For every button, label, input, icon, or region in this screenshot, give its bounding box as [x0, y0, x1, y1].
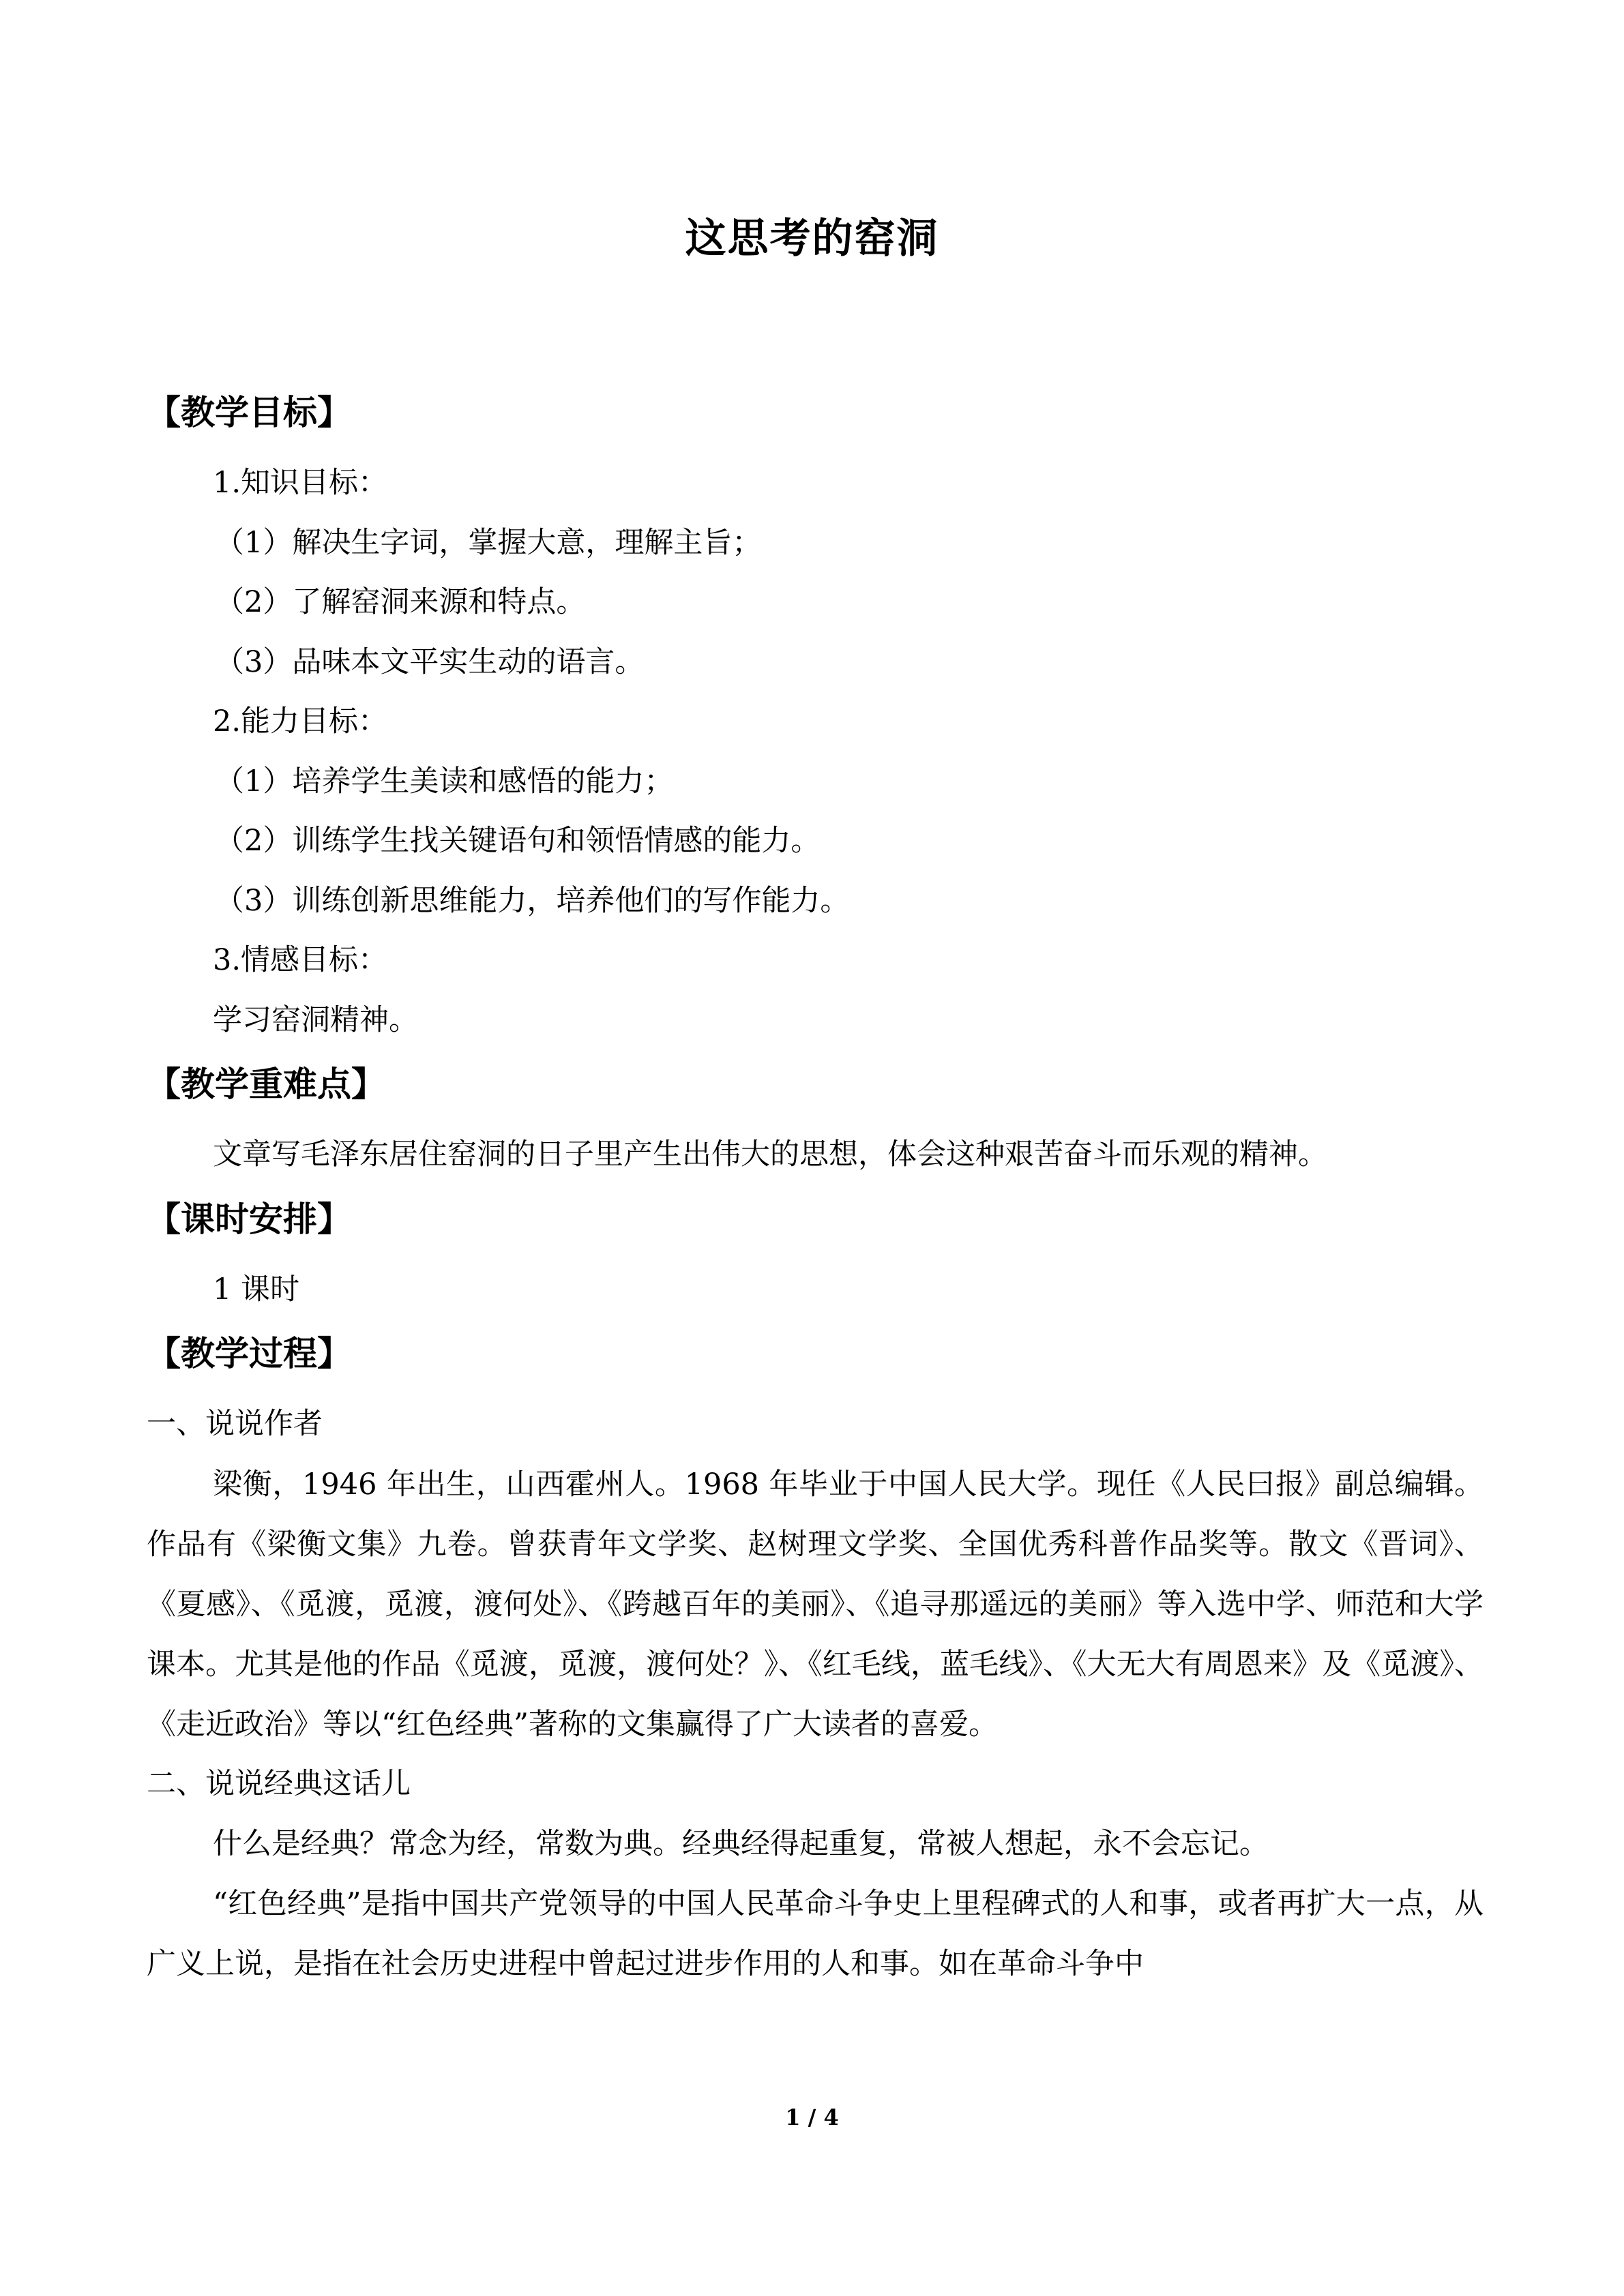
objective-line: （3）品味本文平实生动的语言。 [215, 644, 645, 679]
objective-line: 3.情感目标： [213, 943, 388, 977]
objective-line: （3）训练创新思维能力，培养他们的写作能力。 [215, 883, 850, 918]
process-part2-title: 二、说说经典这话儿 [147, 1766, 411, 1801]
page-number: 1 / 4 [785, 2104, 839, 2130]
author-paragraph: 梁衡，1946 年出生，山西霍州人。1968 年毕业于中国人民大学。现任《人民曰报》副总编辑。作品有《梁衡文集》九卷。曾获青年文学奖、赵树理文学奖、全国优秀科普作品奖等。散文《晋词》、《夏感》、《觅渡，觅渡，渡何处》、《跨越百年的美丽》、《追寻那遥远的美丽》等入选中学、师范和大学课本。尤其是他的作品《觅渡，觅渡，渡何处？》、《红毛线，蓝毛线》、《大无大有周恩来》及《觅渡》、《走近政治》等以“红色经典”著称的文集赢得了广大读者的喜爱。 [147, 1467, 1483, 1742]
key-points-text: 文章写毛泽东居住窑洞的日子里产生出伟大的思想，体会这种艰苦奋斗而乐观的精神。 [213, 1137, 1327, 1172]
key-points-heading: 【教学重难点】 [147, 1064, 385, 1104]
objective-line: （1）解决生字词，掌握大意，理解主旨； [215, 525, 762, 560]
schedule-heading: 【课时安排】 [147, 1199, 351, 1239]
objective-line: 学习窑洞精神。 [213, 1002, 418, 1037]
document-body [147, 378, 1483, 1994]
classic-paragraph: 什么是经典？常念为经，常数为典。经典经得起重复，常被人想起，永不会忘记。 [213, 1827, 1269, 1861]
process-part1-title: 一、说说作者 [147, 1407, 323, 1441]
objective-line: （2）训练学生找关键语句和领悟情感的能力。 [215, 824, 821, 858]
process-heading: 【教学过程】 [147, 1334, 351, 1373]
objectives-heading: 【教学目标】 [147, 393, 351, 432]
objective-line: 1.知识目标： [213, 466, 388, 500]
document-title: 这思考的窑洞 [685, 215, 939, 263]
schedule-text: 1 课时 [213, 1272, 300, 1307]
objective-line: （2）了解窑洞来源和特点。 [215, 585, 586, 619]
objective-line: （1）培养学生美读和感悟的能力； [215, 764, 674, 799]
red-classic-paragraph: “红色经典”是指中国共产党领导的中国人民革命斗争史上里程碑式的人和事，或者再扩大一点，从广义上说，是指在社会历史进程中曾起过进步作用的人和事。如在革命斗争中 [147, 1887, 1483, 1981]
objective-line: 2.能力目标： [213, 704, 388, 739]
